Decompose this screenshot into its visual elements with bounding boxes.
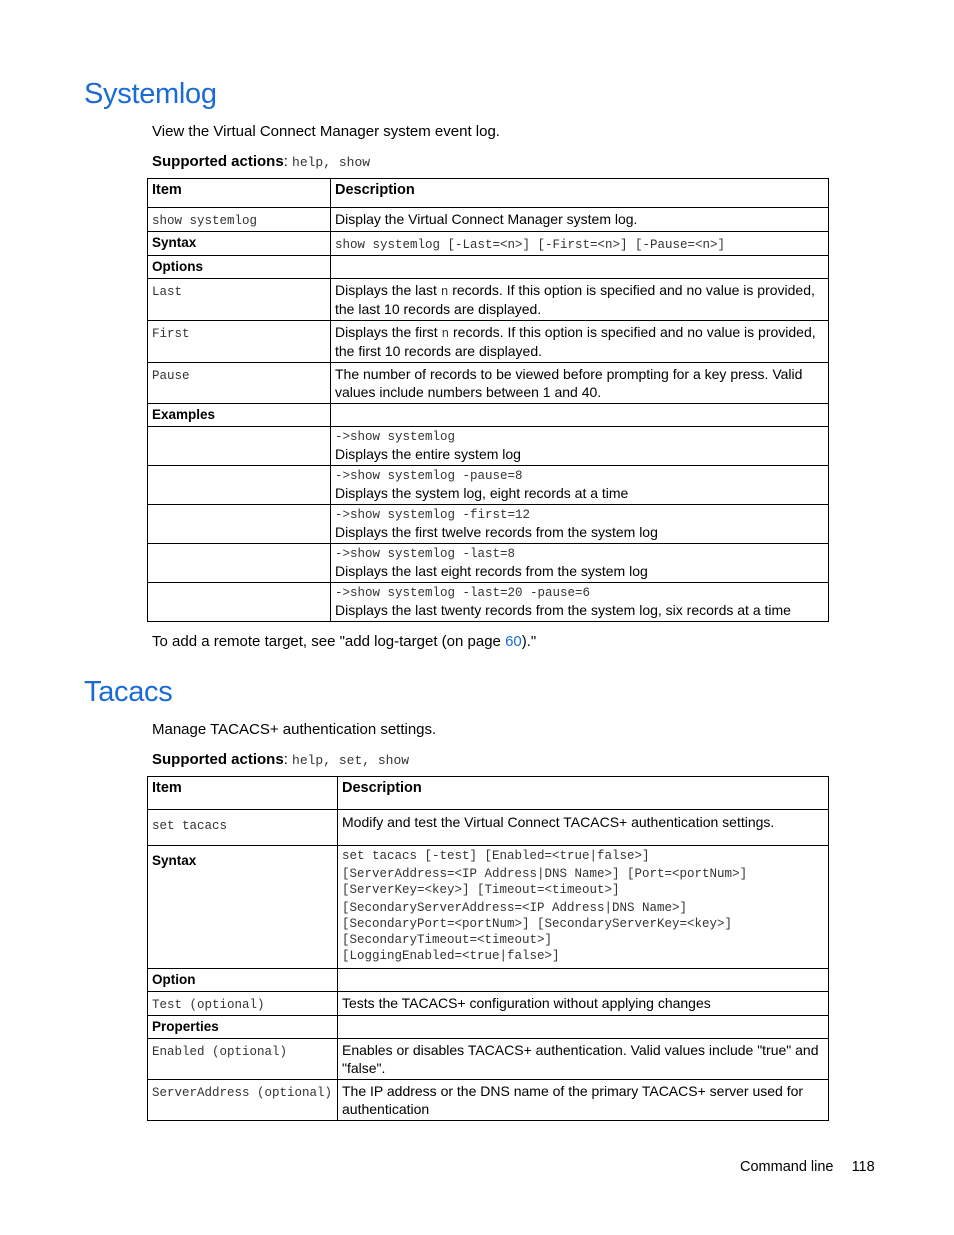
table-row (148, 321, 829, 363)
supported-actions-values: help, show (292, 155, 371, 170)
example-cmd: ->show systemlog -first=12 (335, 508, 531, 522)
table-row (148, 232, 829, 256)
example-desc: Displays the last eight records from the system log (335, 563, 648, 579)
table-row (148, 505, 829, 544)
supported-actions-label: Supported actions (152, 751, 284, 768)
property-enabled: Enabled (optional) (152, 1045, 288, 1059)
examples-label: Examples (148, 404, 331, 427)
supported-actions-values: help, set, show (292, 753, 410, 768)
option-test: Test (optional) (152, 998, 265, 1012)
example-cmd: ->show systemlog (335, 430, 456, 444)
option-pause: Pause (152, 369, 190, 383)
option-first-desc: Displays the first n records. If this option is specified and no value is provided, the first 10 records are displayed. (331, 321, 829, 363)
section-title-systemlog: Systemlog (84, 78, 217, 110)
page-60-link[interactable]: 60 (505, 633, 522, 650)
table-row (148, 846, 829, 969)
table-row (148, 583, 829, 622)
systemlog-intro: View the Virtual Connect Manager system event log. (152, 123, 500, 140)
table-row (148, 1016, 829, 1039)
header-item: Item (148, 777, 338, 810)
header-description: Description (331, 179, 829, 208)
tacacs-table (147, 776, 829, 1121)
systemlog-table (147, 178, 829, 622)
options-label: Options (148, 256, 331, 279)
table-row (148, 427, 829, 466)
example-cmd: ->show systemlog -last=8 (335, 547, 516, 561)
desc-set-tacacs: Modify and test the Virtual Connect TACACS+ authentication settings. (338, 810, 829, 846)
property-enabled-desc: Enables or disables TACACS+ authentication. Valid values include "true" and "false". (338, 1039, 829, 1080)
table-row (148, 992, 829, 1016)
table-row (148, 404, 829, 427)
example-cmd: ->show systemlog -pause=8 (335, 469, 523, 483)
property-serveraddress-desc: The IP address or the DNS name of the primary TACACS+ server used for authentication (338, 1080, 829, 1121)
table-header-row (148, 777, 829, 810)
option-label: Option (148, 969, 338, 992)
option-test-desc: Tests the TACACS+ configuration without applying changes (338, 992, 829, 1016)
example-desc: Displays the first twelve records from the system log (335, 524, 658, 540)
example-desc: Displays the entire system log (335, 446, 521, 462)
example-desc: Displays the system log, eight records at a time (335, 485, 629, 501)
page-number: 118 (851, 1159, 875, 1175)
item-set-tacacs: set tacacs (152, 819, 228, 833)
properties-label: Properties (148, 1016, 338, 1039)
option-last-desc: Displays the last n records. If this option is specified and no value is provided, the last 10 records are displayed. (331, 279, 829, 321)
item-show-systemlog: show systemlog (152, 214, 258, 228)
table-row (148, 363, 829, 404)
syntax-value: set tacacs [-test] [Enabled=<true|false>] [ServerAddress=<IP Address|DNS Name>] [Port=<portNum>] [ServerKey=<key>] [Timeout=<timeout>] [SecondaryServerAddress=<IP Address|DNS Name>] [SecondaryPort=<portNum>] [SecondaryServerKey=<key>] [SecondaryTimeout=<timeout>] [LoggingEnabled=<true|false>] (338, 846, 829, 969)
syntax-value: show systemlog [-Last=<n>] [-First=<n>] [-Pause=<n>] (335, 238, 726, 252)
example-desc: Displays the last twenty records from the system log, six records at a time (335, 602, 791, 618)
table-row (148, 810, 829, 846)
remote-target-note: To add a remote target, see "add log-target (on page 60)." (152, 633, 537, 650)
table-row (148, 544, 829, 583)
page-footer (740, 1159, 875, 1175)
table-row (148, 969, 829, 992)
property-serveraddress: ServerAddress (optional) (152, 1086, 333, 1100)
section-title-tacacs: Tacacs (84, 676, 173, 708)
tacacs-supported-actions: Supported actions: help, set, show (152, 751, 410, 768)
table-row (148, 256, 829, 279)
syntax-label: Syntax (148, 846, 338, 969)
table-header-row (148, 179, 829, 208)
syntax-label: Syntax (148, 232, 331, 256)
table-row (148, 1039, 829, 1080)
option-first: First (152, 327, 190, 341)
supported-actions-label: Supported actions (152, 153, 284, 170)
option-last: Last (152, 285, 183, 299)
example-cmd: ->show systemlog -last=20 -pause=6 (335, 586, 591, 600)
table-row (148, 466, 829, 505)
table-row (148, 1080, 829, 1121)
header-description: Description (338, 777, 829, 810)
systemlog-supported-actions: Supported actions: help, show (152, 153, 371, 170)
table-row (148, 279, 829, 321)
tacacs-intro: Manage TACACS+ authentication settings. (152, 721, 437, 738)
footer-section: Command line (740, 1159, 834, 1175)
table-row (148, 208, 829, 232)
option-pause-desc: The number of records to be viewed before prompting for a key press. Valid values include numbers between 1 and 40. (331, 363, 829, 404)
header-item: Item (148, 179, 331, 208)
desc-show-systemlog: Display the Virtual Connect Manager system log. (331, 208, 829, 232)
